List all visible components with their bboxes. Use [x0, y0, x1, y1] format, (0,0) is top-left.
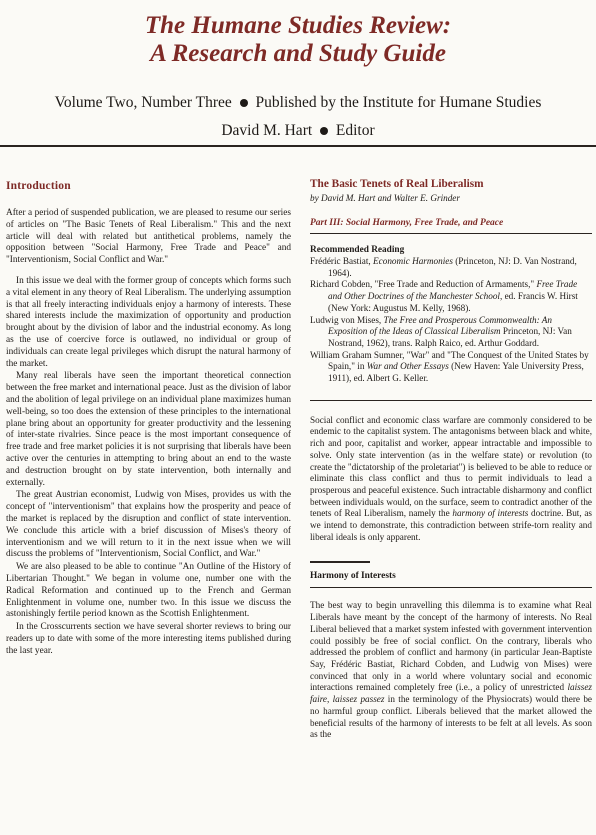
recommended-reading-heading: Recommended Reading	[310, 245, 405, 255]
harmony-paragraph: The best way to begin unravelling this dilemma is to examine what Real Liberals have meant by the concept of the harmony of interests. No Real Liberal believed that a market system infested with government intervention could possibly be free of social conflict. On the contrary, liberals who addressed the problem of conflict and harmony (in particular Jean-Baptiste Say, Frédéric Bastiat, Richard Cobden, and Ludwig von Mises) were convinced that only in a world where voluntary social and economic interactions remained completely free (i.e., a policy of unrestricted laissez faire, laissez passez in the terminology of the Physiocrats) would there be no harmful group conflict. Liberals believed that the market allowed the beneficial results of the harmony of interests to be felt at all levels. As soon as the	[310, 600, 592, 740]
bullet-icon	[320, 127, 328, 135]
article-column	[310, 178, 592, 741]
editor-role: Editor	[335, 122, 375, 139]
reference-item: Frédéric Bastiat, Economic Harmonies (Princeton, NJ: D. Van Nostrand, 1964).	[310, 256, 577, 278]
masthead-editor	[0, 122, 596, 140]
masthead-title-line1: The Humane Studies Review:	[144, 12, 452, 39]
reference-item: Ludwig von Mises, The Free and Prosperous Commonwealth: An Exposition of the Ideas of Classical Liberalism Princeton, NJ: Van Nostrand, 1962), trans. Ralph Raico, ed. Arthur Goddard.	[310, 314, 572, 348]
harmony-heading: Harmony of Interests	[310, 571, 592, 588]
masthead-rule	[0, 145, 596, 147]
introduction-column	[6, 180, 291, 657]
article-title: The Basic Tenets of Real Liberalism	[310, 178, 484, 190]
bullet-icon	[240, 99, 248, 107]
masthead-subtitle	[0, 94, 596, 112]
body-paragraph: Social conflict and economic class warfare are commonly considered to be endemic to the capitalist system. The antagonisms between black and white, rich and poor, capitalist and worker, appear intractable and impossible to solve. Only state intervention (as in the welfare state) or revolution (to create the "dictatorship of the proletariat") is believed to be able to reduce or eliminate this class conflict and thus to permit individuals to lead a prosperous and peaceful existence. Such intractable disharmony and conflict between individuals would, on the surface, seem to contradict another of the tenets of Real Liberalism, namely the harmony of interests doctrine. But, as we intend to demonstrate, this contradiction between strife-torn reality and liberal ideals is only apparent.	[310, 414, 592, 542]
intro-paragraph: The great Austrian economist, Ludwig von Mises, provides us with the concept of "interventionism" that explains how the prosperity and peace of the market is replaced by the disruption and conflict of state intervention. We conclude this article with a brief discussion of Mises's theory of interventionism and we will return to it in the next issue when we will discuss the problems of "Interventionism, Social Conflict, and War."	[6, 490, 291, 560]
introduction-heading: Introduction	[6, 180, 71, 192]
reference-list	[310, 256, 592, 385]
editor-name: David M. Hart	[221, 122, 313, 139]
publisher-label: Published by the Institute for Humane Studies	[255, 94, 542, 111]
reference-item: William Graham Sumner, "War" and "The Conquest of the United States by Spain," in War and Other Essays (New Haven: Yale University Press, 1911), ed. Albert G. Keller.	[310, 349, 589, 384]
reference-item: Richard Cobden, "Free Trade and Reduction of Armaments," Free Trade and Other Doctrines of the Manchester School, ed. Francis W. Hirst (New York: Augustus M. Kelly, 1968).	[310, 279, 578, 313]
intro-paragraph: In this issue we deal with the former group of concepts which forms such a vital element in any theory of Real Liberalism. The underlying assumption is that all freely interacting individuals enjoy a harmony of interests. These shared interests include the maximization of opportunity and production brought about by the division of labor and the industrial economy. As long as the use of coercive force is outlawed, no individual or group of individuals can create legal privileges which disrupt the natural harmony of the market.	[6, 275, 291, 369]
section-divider	[310, 400, 592, 401]
part-title: Part III: Social Harmony, Free Trade, and Peace	[310, 218, 592, 234]
harmony-rule	[310, 561, 370, 563]
article-byline: by David M. Hart and Walter E. Grinder	[310, 193, 460, 203]
intro-paragraph: After a period of suspended publication, we are pleased to resume our series of articles on "The Basic Tenets of Real Liberalism." This and the next article will deal with related but antithetical problems, namely the opposition between "Social Harmony, Free Trade and Peace" and "Interventionism, Social Conflict and War."	[6, 208, 291, 266]
volume-label: Volume Two, Number Three	[54, 94, 232, 111]
masthead-title-line2: A Research and Study Guide	[150, 40, 446, 67]
intro-paragraph: Many real liberals have seen the important theoretical connection between the free market and international peace. Just as the division of labor and the abolition of legal privilege on an individual plane maximizes human well-being, so too does the extension of these principles to the international plane bring about an opportunity for greater productivity and the lessening of inter-state rivalries. Since peace is the most important consequence of free trade and free market policies it is not surprising that liberals have been active over the centuries in attempting to bring about an end to the waste and destruction brought on by state intervention, both internally and externally.	[6, 371, 291, 488]
masthead-title	[0, 12, 596, 68]
intro-paragraph: We are also pleased to be able to continue "An Outline of the History of Libertarian Thought." We began in volume one, number one with the Radical Reformation and continued up to the French and German Enlightenment in volume one, number two. In this issue we discuss the astonishingly fertile period known as the Scottish Enlightenment.	[6, 562, 291, 620]
intro-paragraph: In the Crosscurrents section we have several shorter reviews to bring our readers up to date with some of the more interesting items published during the last year.	[6, 622, 291, 656]
